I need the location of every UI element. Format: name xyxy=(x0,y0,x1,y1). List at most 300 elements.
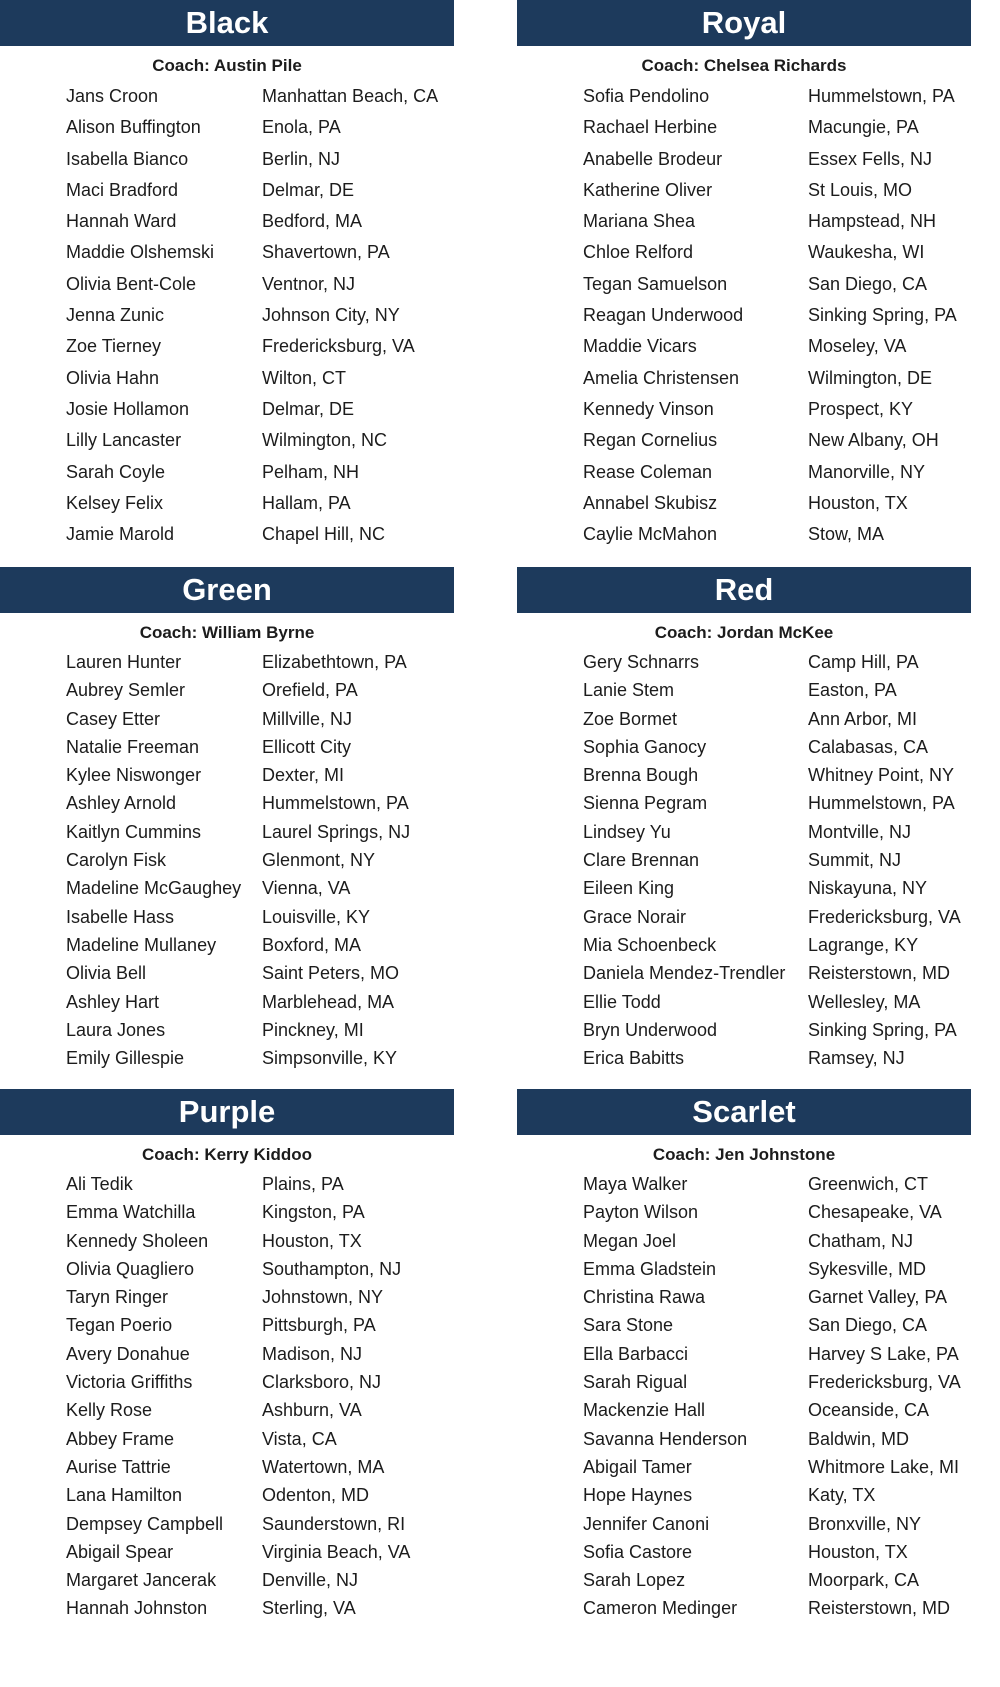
player-row xyxy=(517,705,971,733)
player-hometown: Fredericksburg, VA xyxy=(808,1372,961,1393)
player-row xyxy=(517,1044,971,1072)
player-name: Abigail Spear xyxy=(66,1541,174,1562)
player-hometown: Louisville, KY xyxy=(262,906,371,927)
player-hometown: Virginia Beach, VA xyxy=(262,1541,411,1562)
player-name: Josie Hollamon xyxy=(66,398,190,419)
player-hometown: Hampstead, NH xyxy=(808,211,937,232)
player-name: Savanna Henderson xyxy=(583,1428,748,1449)
player-row xyxy=(517,269,971,300)
player-name: Carolyn Fisk xyxy=(66,850,167,871)
player-row xyxy=(0,648,454,676)
player-row xyxy=(0,1368,454,1396)
player-hometown: Ventnor, NJ xyxy=(262,273,356,294)
player-name: Sophia Ganocy xyxy=(583,736,707,757)
player-name: Isabella Bianco xyxy=(66,148,189,169)
player-hometown: Wellesley, MA xyxy=(808,991,921,1012)
player-hometown: Denville, NJ xyxy=(262,1570,359,1591)
player-name: Hannah Ward xyxy=(66,211,177,232)
player-row xyxy=(517,300,971,331)
player-hometown: Moorpark, CA xyxy=(808,1570,920,1591)
player-row xyxy=(0,144,454,175)
player-name: Sarah Lopez xyxy=(583,1570,686,1591)
team-name: Red xyxy=(517,567,971,613)
player-name: Olivia Quagliero xyxy=(66,1258,195,1279)
coach-label: Coach: Jen Johnstone xyxy=(652,1145,836,1164)
coach-label: Coach: William Byrne xyxy=(139,623,315,642)
player-row xyxy=(0,1453,454,1481)
player-hometown: Bedford, MA xyxy=(262,211,363,232)
player-hometown: Whitmore Lake, MI xyxy=(808,1456,960,1477)
player-name: Dempsey Campbell xyxy=(66,1513,224,1534)
player-name: Kelsey Felix xyxy=(66,492,164,513)
player-row xyxy=(0,959,454,987)
player-row xyxy=(0,363,454,394)
player-hometown: Hummelstown, PA xyxy=(262,793,409,814)
player-row xyxy=(517,818,971,846)
player-row xyxy=(0,394,454,425)
player-row xyxy=(517,1481,971,1509)
player-hometown: New Albany, OH xyxy=(808,430,939,451)
player-hometown: Sykesville, MD xyxy=(808,1258,927,1279)
player-row xyxy=(0,903,454,931)
player-name: Maddie Olshemski xyxy=(66,242,215,263)
player-hometown: Kingston, PA xyxy=(262,1202,365,1223)
player-hometown: Reisterstown, MD xyxy=(808,1598,951,1619)
player-name: Jamie Marold xyxy=(66,524,175,545)
player-name: Aubrey Semler xyxy=(66,680,186,701)
player-hometown: Southampton, NJ xyxy=(262,1258,402,1279)
player-row xyxy=(0,789,454,817)
player-name: Daniela Mendez-Trendler xyxy=(583,963,786,984)
player-name: Megan Joel xyxy=(583,1230,677,1251)
player-row xyxy=(517,1340,971,1368)
player-row xyxy=(0,1396,454,1424)
player-hometown: Calabasas, CA xyxy=(808,736,929,757)
player-name: Victoria Griffiths xyxy=(66,1372,193,1393)
player-row xyxy=(0,457,454,488)
player-hometown: Berlin, NJ xyxy=(262,148,341,169)
player-hometown: Prospect, KY xyxy=(808,398,914,419)
player-row xyxy=(517,1538,971,1566)
player-name: Grace Norair xyxy=(583,906,687,927)
player-name: Emily Gillespie xyxy=(66,1048,185,1069)
player-hometown: Boxford, MA xyxy=(262,934,362,955)
player-name: Rease Coleman xyxy=(583,461,713,482)
player-hometown: Marblehead, MA xyxy=(262,991,395,1012)
roster xyxy=(517,81,971,550)
player-hometown: Watertown, MA xyxy=(262,1456,385,1477)
coach-label: Coach: Jordan McKee xyxy=(654,623,834,642)
player-hometown: San Diego, CA xyxy=(808,1315,928,1336)
player-name: Abigail Tamer xyxy=(583,1456,692,1477)
player-name: Ellie Todd xyxy=(583,991,661,1012)
team-green xyxy=(0,567,454,1072)
player-hometown: Clarksboro, NJ xyxy=(262,1372,382,1393)
player-name: Sofia Pendolino xyxy=(583,86,710,106)
player-row xyxy=(517,1283,971,1311)
player-name: Sarah Coyle xyxy=(66,461,166,482)
player-hometown: Pinckney, MI xyxy=(262,1019,364,1040)
player-row xyxy=(0,1510,454,1538)
player-row xyxy=(0,761,454,789)
player-hometown: Johnstown, NY xyxy=(262,1287,384,1308)
team-name: Purple xyxy=(0,1089,454,1135)
player-name: Ashley Hart xyxy=(66,991,160,1012)
player-hometown: Whitney Point, NY xyxy=(808,765,955,786)
player-name: Tegan Samuelson xyxy=(583,273,728,294)
player-hometown: Hallam, PA xyxy=(262,492,351,513)
player-hometown: Orefield, PA xyxy=(262,680,358,701)
player-row xyxy=(517,959,971,987)
player-name: Sara Stone xyxy=(583,1315,674,1336)
player-hometown: Saunderstown, RI xyxy=(262,1513,406,1534)
player-name: Laura Jones xyxy=(66,1019,166,1040)
player-name: Lilly Lancaster xyxy=(66,430,182,451)
player-row xyxy=(517,363,971,394)
player-hometown: Dexter, MI xyxy=(262,765,345,786)
roster xyxy=(0,81,454,550)
player-hometown: Sinking Spring, PA xyxy=(808,305,957,326)
player-name: Emma Watchilla xyxy=(66,1202,196,1223)
player-row xyxy=(517,519,971,550)
player-row xyxy=(517,331,971,362)
player-hometown: Chesapeake, VA xyxy=(808,1202,942,1223)
player-name: Casey Etter xyxy=(66,708,161,729)
player-hometown: Chatham, NJ xyxy=(808,1230,914,1251)
player-hometown: Greenwich, CT xyxy=(808,1174,929,1194)
player-hometown: Garnet Valley, PA xyxy=(808,1287,948,1308)
player-name: Olivia Hahn xyxy=(66,367,160,388)
player-hometown: St Louis, MO xyxy=(808,179,913,200)
player-name: Madeline Mullaney xyxy=(66,934,217,955)
player-name: Hannah Johnston xyxy=(66,1598,208,1619)
player-name: Kennedy Vinson xyxy=(583,398,714,419)
player-name: Mackenzie Hall xyxy=(583,1400,706,1421)
player-name: Payton Wilson xyxy=(583,1202,699,1223)
player-row xyxy=(0,1340,454,1368)
team-red xyxy=(517,567,971,1072)
player-row xyxy=(0,733,454,761)
roster xyxy=(0,648,454,1072)
player-hometown: Ashburn, VA xyxy=(262,1400,362,1421)
player-hometown: Ellicott City xyxy=(262,736,352,757)
player-name: Alison Buffington xyxy=(66,117,201,138)
player-row xyxy=(517,789,971,817)
player-row xyxy=(517,425,971,456)
coach-label: Coach: Kerry Kiddoo xyxy=(141,1145,313,1164)
player-hometown: Wilton, CT xyxy=(262,367,347,388)
player-hometown: Easton, PA xyxy=(808,680,897,701)
player-row xyxy=(517,1311,971,1339)
roster xyxy=(0,1170,454,1623)
player-name: Christina Rawa xyxy=(583,1287,706,1308)
player-name: Amelia Christensen xyxy=(583,367,740,388)
player-hometown: Delmar, DE xyxy=(262,398,355,419)
player-row xyxy=(0,1044,454,1072)
player-name: Aurise Tattrie xyxy=(66,1456,171,1477)
player-row xyxy=(0,846,454,874)
player-hometown: Harvey S Lake, PA xyxy=(808,1343,959,1364)
team-name: Green xyxy=(0,567,454,613)
player-row xyxy=(517,394,971,425)
player-row xyxy=(517,1396,971,1424)
player-name: Madeline McGaughey xyxy=(66,878,242,899)
roster xyxy=(517,648,971,1072)
player-hometown: Ramsey, NJ xyxy=(808,1048,905,1069)
player-hometown: Simpsonville, KY xyxy=(262,1048,398,1069)
player-name: Katherine Oliver xyxy=(583,179,713,200)
player-hometown: Summit, NJ xyxy=(808,850,902,871)
player-row xyxy=(0,676,454,704)
player-name: Lanie Stem xyxy=(583,680,675,701)
player-name: Hope Haynes xyxy=(583,1485,693,1506)
player-hometown: Waukesha, WI xyxy=(808,242,925,263)
player-name: Jans Croon xyxy=(66,86,159,106)
player-name: Olivia Bent-Cole xyxy=(66,273,197,294)
player-name: Annabel Skubisz xyxy=(583,492,718,513)
player-name: Erica Babitts xyxy=(583,1048,685,1069)
player-row xyxy=(0,1594,454,1622)
player-name: Jennifer Canoni xyxy=(583,1513,710,1534)
player-name: Taryn Ringer xyxy=(66,1287,169,1308)
player-name: Clare Brennan xyxy=(583,850,700,871)
player-hometown: Hummelstown, PA xyxy=(808,793,955,814)
player-hometown: Sinking Spring, PA xyxy=(808,1019,957,1040)
player-row xyxy=(517,903,971,931)
player-name: Olivia Bell xyxy=(66,963,147,984)
player-row xyxy=(517,1453,971,1481)
player-hometown: Pittsburgh, PA xyxy=(262,1315,376,1336)
player-name: Lana Hamilton xyxy=(66,1485,183,1506)
player-row xyxy=(517,175,971,206)
player-name: Tegan Poerio xyxy=(66,1315,173,1336)
player-row xyxy=(517,761,971,789)
player-hometown: Camp Hill, PA xyxy=(808,652,919,672)
player-row xyxy=(517,1170,971,1198)
player-name: Ali Tedik xyxy=(66,1174,133,1194)
player-hometown: Bronxville, NY xyxy=(808,1513,922,1534)
player-name: Maddie Vicars xyxy=(583,336,697,357)
player-hometown: Madison, NJ xyxy=(262,1343,363,1364)
player-hometown: Wilmington, DE xyxy=(808,367,933,388)
player-hometown: Vista, CA xyxy=(262,1428,337,1449)
coach-label: Coach: Austin Pile xyxy=(152,56,302,75)
player-name: Emma Gladstein xyxy=(583,1258,717,1279)
player-name: Jenna Zunic xyxy=(66,305,165,326)
player-hometown: Sterling, VA xyxy=(262,1598,356,1619)
player-hometown: Glenmont, NY xyxy=(262,850,376,871)
player-row xyxy=(517,237,971,268)
team-royal xyxy=(517,0,971,550)
player-hometown: Macungie, PA xyxy=(808,117,919,138)
player-row xyxy=(517,988,971,1016)
player-name: Lindsey Yu xyxy=(583,821,671,842)
player-name: Isabelle Hass xyxy=(66,906,175,927)
player-name: Kennedy Sholeen xyxy=(66,1230,209,1251)
player-hometown: Delmar, DE xyxy=(262,179,355,200)
player-name: Anabelle Brodeur xyxy=(583,148,723,169)
player-name: Natalie Freeman xyxy=(66,736,200,757)
player-name: Sienna Pegram xyxy=(583,793,708,814)
player-row xyxy=(0,1311,454,1339)
player-name: Ashley Arnold xyxy=(66,793,177,814)
player-name: Avery Donahue xyxy=(66,1343,190,1364)
player-row xyxy=(517,1368,971,1396)
player-hometown: Reisterstown, MD xyxy=(808,963,951,984)
player-row xyxy=(517,931,971,959)
player-name: Zoe Bormet xyxy=(583,708,678,729)
player-hometown: Katy, TX xyxy=(808,1485,876,1506)
player-row xyxy=(0,519,454,550)
player-row xyxy=(517,1198,971,1226)
player-row xyxy=(517,144,971,175)
player-row xyxy=(0,1255,454,1283)
player-hometown: Houston, TX xyxy=(262,1230,362,1251)
player-row xyxy=(517,1566,971,1594)
player-row xyxy=(0,1227,454,1255)
player-hometown: Enola, PA xyxy=(262,117,341,138)
player-hometown: Oceanside, CA xyxy=(808,1400,930,1421)
player-name: Zoe Tierney xyxy=(66,336,162,357)
player-hometown: Laurel Springs, NJ xyxy=(262,821,411,842)
coach-label: Coach: Chelsea Richards xyxy=(641,56,847,75)
player-hometown: Pelham, NH xyxy=(262,461,360,482)
player-name: Sofia Castore xyxy=(583,1541,693,1562)
player-row xyxy=(0,331,454,362)
player-row xyxy=(517,676,971,704)
player-hometown: Vienna, VA xyxy=(262,878,351,899)
player-name: Cameron Medinger xyxy=(583,1598,738,1619)
player-row xyxy=(517,488,971,519)
player-row xyxy=(0,1170,454,1198)
player-row xyxy=(517,1425,971,1453)
player-name: Caylie McMahon xyxy=(583,524,718,545)
player-row xyxy=(0,81,454,112)
player-hometown: Manhattan Beach, CA xyxy=(262,86,439,106)
player-row xyxy=(0,1538,454,1566)
player-row xyxy=(0,488,454,519)
player-hometown: Manorville, NY xyxy=(808,461,926,482)
player-row xyxy=(517,81,971,112)
team-black xyxy=(0,0,454,550)
team-name: Black xyxy=(0,0,454,46)
player-hometown: Wilmington, NC xyxy=(262,430,388,451)
player-row xyxy=(517,1016,971,1044)
player-row xyxy=(0,874,454,902)
player-name: Eileen King xyxy=(583,878,675,899)
player-row xyxy=(0,425,454,456)
player-row xyxy=(0,112,454,143)
player-row xyxy=(517,648,971,676)
player-hometown: Millville, NJ xyxy=(262,708,352,729)
team-purple xyxy=(0,1089,454,1623)
player-hometown: San Diego, CA xyxy=(808,273,928,294)
player-row xyxy=(0,206,454,237)
player-row xyxy=(517,874,971,902)
player-hometown: Chapel Hill, NC xyxy=(262,524,386,545)
player-row xyxy=(0,300,454,331)
player-name: Lauren Hunter xyxy=(66,652,182,672)
player-hometown: Essex Fells, NJ xyxy=(808,148,933,169)
player-name: Margaret Jancerak xyxy=(66,1570,217,1591)
player-name: Ella Barbacci xyxy=(583,1343,689,1364)
player-name: Sarah Rigual xyxy=(583,1372,688,1393)
player-hometown: Niskayuna, NY xyxy=(808,878,928,899)
player-row xyxy=(517,846,971,874)
player-name: Kelly Rose xyxy=(66,1400,153,1421)
player-name: Maci Bradford xyxy=(66,179,179,200)
player-name: Rachael Herbine xyxy=(583,117,718,138)
player-hometown: Montville, NJ xyxy=(808,821,912,842)
player-name: Kaitlyn Cummins xyxy=(66,821,202,842)
player-name: Mariana Shea xyxy=(583,211,696,232)
player-hometown: Plains, PA xyxy=(262,1174,344,1194)
player-row xyxy=(517,1227,971,1255)
player-row xyxy=(517,1594,971,1622)
player-hometown: Houston, TX xyxy=(808,1541,908,1562)
player-row xyxy=(517,206,971,237)
player-row xyxy=(0,988,454,1016)
player-row xyxy=(0,237,454,268)
player-row xyxy=(517,1255,971,1283)
player-row xyxy=(517,733,971,761)
player-hometown: Hummelstown, PA xyxy=(808,86,955,106)
player-name: Bryn Underwood xyxy=(583,1019,718,1040)
player-hometown: Shavertown, PA xyxy=(262,242,390,263)
player-hometown: Fredericksburg, VA xyxy=(262,336,415,357)
player-hometown: Ann Arbor, MI xyxy=(808,708,918,729)
player-row xyxy=(0,1198,454,1226)
player-name: Chloe Relford xyxy=(583,242,694,263)
player-row xyxy=(0,931,454,959)
player-row xyxy=(0,175,454,206)
player-row xyxy=(0,818,454,846)
player-hometown: Moseley, VA xyxy=(808,336,907,357)
player-row xyxy=(517,457,971,488)
player-hometown: Johnson City, NY xyxy=(262,305,400,326)
player-row xyxy=(0,1016,454,1044)
player-hometown: Baldwin, MD xyxy=(808,1428,910,1449)
player-row xyxy=(0,269,454,300)
player-row xyxy=(0,1283,454,1311)
player-name: Kylee Niswonger xyxy=(66,765,202,786)
player-name: Abbey Frame xyxy=(66,1428,175,1449)
player-name: Reagan Underwood xyxy=(583,305,744,326)
player-row xyxy=(0,1566,454,1594)
player-name: Maya Walker xyxy=(583,1174,688,1194)
player-hometown: Lagrange, KY xyxy=(808,934,919,955)
player-hometown: Saint Peters, MO xyxy=(262,963,400,984)
player-name: Mia Schoenbeck xyxy=(583,934,717,955)
player-row xyxy=(0,1425,454,1453)
team-scarlet xyxy=(517,1089,971,1623)
player-row xyxy=(0,1481,454,1509)
player-row xyxy=(0,705,454,733)
player-row xyxy=(517,112,971,143)
team-name: Royal xyxy=(517,0,971,46)
player-hometown: Fredericksburg, VA xyxy=(808,906,961,927)
player-hometown: Odenton, MD xyxy=(262,1485,370,1506)
player-hometown: Houston, TX xyxy=(808,492,908,513)
roster xyxy=(517,1170,971,1623)
player-name: Brenna Bough xyxy=(583,765,699,786)
player-name: Gery Schnarrs xyxy=(583,652,700,672)
player-name: Regan Cornelius xyxy=(583,430,718,451)
player-hometown: Elizabethtown, PA xyxy=(262,652,407,672)
player-row xyxy=(517,1510,971,1538)
team-name: Scarlet xyxy=(517,1089,971,1135)
player-hometown: Stow, MA xyxy=(808,524,885,545)
